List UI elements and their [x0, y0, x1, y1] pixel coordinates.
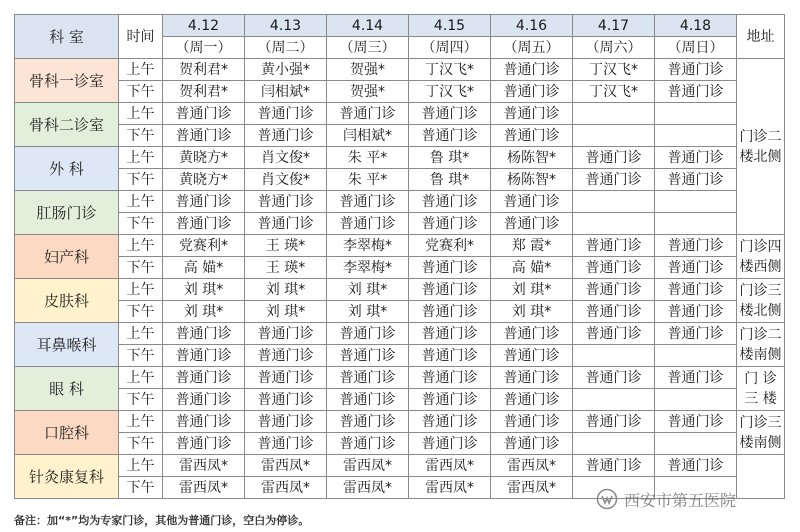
- weekday-header: （周二）: [245, 37, 327, 59]
- schedule-cell: 高 媌*: [491, 257, 573, 279]
- schedule-cell: 朱 平*: [327, 147, 409, 169]
- schedule-cell: 普通门诊: [163, 323, 245, 345]
- schedule-cell: 普通门诊: [245, 345, 327, 367]
- schedule-cell: 丁汉飞*: [573, 59, 655, 81]
- schedule-cell: 普通门诊: [163, 103, 245, 125]
- schedule-cell: 普通门诊: [327, 411, 409, 433]
- schedule-cell: 刘 琪*: [491, 279, 573, 301]
- schedule-cell: 黄晓方*: [163, 169, 245, 191]
- time-slot: 上午: [119, 103, 163, 125]
- schedule-cell: 普通门诊: [409, 389, 491, 411]
- schedule-cell: 普通门诊: [573, 367, 655, 389]
- schedule-cell: 丁汉飞*: [409, 81, 491, 103]
- schedule-cell: 普通门诊: [409, 301, 491, 323]
- schedule-cell: [655, 433, 737, 455]
- schedule-cell: 丁汉飞*: [409, 59, 491, 81]
- schedule-cell: 普通门诊: [491, 81, 573, 103]
- time-slot: 上午: [119, 411, 163, 433]
- time-slot: 下午: [119, 477, 163, 499]
- time-slot: 下午: [119, 213, 163, 235]
- schedule-cell: 普通门诊: [163, 125, 245, 147]
- address-line: 楼南侧: [739, 434, 782, 451]
- schedule-cell: 普通门诊: [245, 411, 327, 433]
- table-row: [15, 411, 785, 433]
- schedule-cell: [573, 213, 655, 235]
- time-slot: 下午: [119, 301, 163, 323]
- date-header: 4.15: [409, 15, 491, 37]
- schedule-cell: 鲁 琪*: [409, 147, 491, 169]
- table-row: [15, 191, 785, 213]
- schedule-cell: 普通门诊: [409, 345, 491, 367]
- time-slot: 上午: [119, 367, 163, 389]
- date-header: 4.18: [655, 15, 737, 37]
- weekday-header: （周一）: [163, 37, 245, 59]
- dept-name: 口腔科: [15, 411, 119, 455]
- address-cell: [737, 59, 785, 235]
- schedule-cell: 鲁 琪*: [409, 169, 491, 191]
- time-slot: 上午: [119, 455, 163, 477]
- table-row: [15, 235, 785, 257]
- time-slot: 上午: [119, 323, 163, 345]
- table-row: [15, 125, 785, 147]
- schedule-cell: 普通门诊: [491, 411, 573, 433]
- address-cell: [737, 411, 785, 455]
- weekday-header: （周六）: [573, 37, 655, 59]
- schedule-cell: 雷西凤*: [491, 477, 573, 499]
- table-row: [15, 301, 785, 323]
- dept-name: 骨科二诊室: [15, 103, 119, 147]
- schedule-cell: 普通门诊: [655, 323, 737, 345]
- address-header: 地址: [737, 15, 785, 59]
- time-slot: 下午: [119, 345, 163, 367]
- time-slot: 上午: [119, 147, 163, 169]
- dept-name: 耳鼻喉科: [15, 323, 119, 367]
- schedule-cell: 郑 霞*: [491, 235, 573, 257]
- schedule-table: [14, 14, 785, 499]
- schedule-cell: 普通门诊: [491, 125, 573, 147]
- address-line: 门诊四: [739, 238, 782, 255]
- schedule-cell: [573, 191, 655, 213]
- schedule-cell: 普通门诊: [409, 191, 491, 213]
- schedule-cell: 雷西凤*: [491, 455, 573, 477]
- schedule-cell: 黄小强*: [245, 59, 327, 81]
- schedule-cell: 普通门诊: [655, 235, 737, 257]
- dept-name: 外 科: [15, 147, 119, 191]
- table-row: [15, 257, 785, 279]
- schedule-cell: 普通门诊: [491, 59, 573, 81]
- table-row: [15, 455, 785, 477]
- weekday-header: （周四）: [409, 37, 491, 59]
- time-slot: 下午: [119, 433, 163, 455]
- schedule-cell: 普通门诊: [491, 389, 573, 411]
- schedule-cell: 雷西凤*: [327, 455, 409, 477]
- date-header: 4.17: [573, 15, 655, 37]
- schedule-cell: 普通门诊: [409, 367, 491, 389]
- schedule-cell: 杨陈智*: [491, 169, 573, 191]
- time-slot: 上午: [119, 279, 163, 301]
- schedule-cell: 普通门诊: [655, 147, 737, 169]
- table-row: [15, 213, 785, 235]
- schedule-cell: [573, 433, 655, 455]
- schedule-cell: 肖文俊*: [245, 169, 327, 191]
- time-slot: 下午: [119, 169, 163, 191]
- dept-name: 眼 科: [15, 367, 119, 411]
- schedule-cell: 普通门诊: [655, 301, 737, 323]
- schedule-cell: 党赛利*: [409, 235, 491, 257]
- address-line: 门诊二: [739, 128, 782, 145]
- address-cell: [737, 323, 785, 367]
- address-line: 楼北侧: [739, 148, 782, 165]
- time-slot: 上午: [119, 59, 163, 81]
- table-row: [15, 169, 785, 191]
- watermark: [596, 485, 792, 513]
- schedule-cell: 普通门诊: [163, 389, 245, 411]
- schedule-cell: 王 瑛*: [245, 235, 327, 257]
- schedule-cell: 普通门诊: [245, 191, 327, 213]
- schedule-cell: 普通门诊: [327, 433, 409, 455]
- dept-name: 妇产科: [15, 235, 119, 279]
- dept-name: 针灸康复科: [15, 455, 119, 499]
- schedule-cell: 贺强*: [327, 59, 409, 81]
- schedule-cell: 普通门诊: [573, 301, 655, 323]
- schedule-cell: [655, 213, 737, 235]
- schedule-cell: 普通门诊: [573, 411, 655, 433]
- schedule-cell: 普通门诊: [491, 433, 573, 455]
- schedule-cell: 普通门诊: [409, 411, 491, 433]
- schedule-cell: 黄晓方*: [163, 147, 245, 169]
- schedule-cell: 普通门诊: [573, 169, 655, 191]
- schedule-cell: 普通门诊: [163, 411, 245, 433]
- table-row: [15, 103, 785, 125]
- schedule-cell: 普通门诊: [655, 59, 737, 81]
- schedule-cell: 普通门诊: [245, 125, 327, 147]
- date-header: 4.12: [163, 15, 245, 37]
- table-row: [15, 389, 785, 411]
- schedule-cell: 雷西凤*: [409, 455, 491, 477]
- schedule-cell: [655, 345, 737, 367]
- time-slot: 下午: [119, 257, 163, 279]
- table-row: [15, 433, 785, 455]
- date-header: 4.16: [491, 15, 573, 37]
- schedule-cell: 普通门诊: [491, 213, 573, 235]
- schedule-cell: 普通门诊: [573, 279, 655, 301]
- schedule-cell: [573, 389, 655, 411]
- time-header: 时间: [119, 15, 163, 59]
- schedule-cell: 普通门诊: [491, 191, 573, 213]
- address-cell: [737, 279, 785, 323]
- date-header: 4.13: [245, 15, 327, 37]
- schedule-cell: 普通门诊: [327, 345, 409, 367]
- schedule-cell: 普通门诊: [327, 389, 409, 411]
- schedule-cell: 普通门诊: [245, 103, 327, 125]
- address-line: 楼南侧: [739, 346, 782, 363]
- schedule-cell: 普通门诊: [573, 147, 655, 169]
- schedule-cell: 普通门诊: [163, 191, 245, 213]
- schedule-cell: 普通门诊: [163, 433, 245, 455]
- schedule-cell: 普通门诊: [655, 279, 737, 301]
- time-slot: 上午: [119, 191, 163, 213]
- schedule-cell: 普通门诊: [245, 367, 327, 389]
- schedule-cell: 普通门诊: [409, 125, 491, 147]
- schedule-cell: 李翠梅*: [327, 257, 409, 279]
- address-cell: [737, 235, 785, 279]
- schedule-cell: 雷西凤*: [163, 455, 245, 477]
- schedule-cell: 刘 琪*: [245, 301, 327, 323]
- date-header: 4.14: [327, 15, 409, 37]
- schedule-cell: [655, 389, 737, 411]
- schedule-cell: 刘 琪*: [163, 301, 245, 323]
- schedule-cell: 普通门诊: [327, 367, 409, 389]
- schedule-cell: 普通门诊: [655, 367, 737, 389]
- schedule-cell: [655, 125, 737, 147]
- schedule-cell: 普通门诊: [409, 103, 491, 125]
- schedule-cell: 丁汉飞*: [573, 81, 655, 103]
- schedule-cell: 刘 琪*: [327, 279, 409, 301]
- schedule-cell: 普通门诊: [573, 257, 655, 279]
- schedule-cell: 普通门诊: [245, 213, 327, 235]
- address-line: 门诊三: [739, 414, 782, 431]
- schedule-cell: [655, 191, 737, 213]
- time-slot: 下午: [119, 81, 163, 103]
- watermark-text: 西安市第五医院: [624, 490, 737, 510]
- schedule-cell: 普通门诊: [327, 323, 409, 345]
- schedule-cell: 雷西凤*: [163, 477, 245, 499]
- table-row: [15, 323, 785, 345]
- schedule-cell: 雷西凤*: [409, 477, 491, 499]
- schedule-cell: 普通门诊: [409, 433, 491, 455]
- schedule-cell: [573, 125, 655, 147]
- schedule-cell: 普通门诊: [409, 279, 491, 301]
- schedule-cell: 普通门诊: [327, 103, 409, 125]
- address-line: 门诊二: [739, 326, 782, 343]
- schedule-cell: 普通门诊: [163, 213, 245, 235]
- schedule-cell: 杨陈智*: [491, 147, 573, 169]
- table-row: [15, 81, 785, 103]
- table-row: [15, 345, 785, 367]
- schedule-cell: 闫相斌*: [327, 125, 409, 147]
- address-cell: [737, 367, 785, 411]
- schedule-cell: 普通门诊: [655, 81, 737, 103]
- schedule-cell: 雷西凤*: [327, 477, 409, 499]
- weekday-header: （周日）: [655, 37, 737, 59]
- time-slot: 下午: [119, 389, 163, 411]
- schedule-cell: 普通门诊: [163, 345, 245, 367]
- schedule-cell: 普通门诊: [655, 411, 737, 433]
- schedule-cell: 刘 琪*: [245, 279, 327, 301]
- schedule-cell: 普通门诊: [245, 323, 327, 345]
- schedule-cell: 普通门诊: [327, 191, 409, 213]
- schedule-cell: [573, 345, 655, 367]
- schedule-cell: 雷西凤*: [245, 477, 327, 499]
- schedule-cell: 普通门诊: [245, 433, 327, 455]
- schedule-cell: 普通门诊: [491, 103, 573, 125]
- dept-name: 皮肤科: [15, 279, 119, 323]
- schedule-cell: 高 媌*: [163, 257, 245, 279]
- schedule-cell: 党赛利*: [163, 235, 245, 257]
- time-slot: 上午: [119, 235, 163, 257]
- schedule-cell: 普通门诊: [409, 257, 491, 279]
- schedule-cell: 闫相斌*: [245, 81, 327, 103]
- schedule-cell: 刘 琪*: [327, 301, 409, 323]
- schedule-cell: 普通门诊: [327, 213, 409, 235]
- time-slot: 下午: [119, 125, 163, 147]
- table-row: [15, 59, 785, 81]
- address-line: 三 楼: [744, 390, 777, 407]
- dept-header: 科 室: [15, 15, 119, 59]
- schedule-cell: 普通门诊: [491, 345, 573, 367]
- wechat-channel-icon: [596, 488, 618, 510]
- schedule-cell: 刘 琪*: [163, 279, 245, 301]
- schedule-cell: 雷西凤*: [245, 455, 327, 477]
- address-line: 楼北侧: [739, 302, 782, 319]
- schedule-cell: 普通门诊: [655, 257, 737, 279]
- schedule-cell: 贺强*: [327, 81, 409, 103]
- schedule-cell: 贺利君*: [163, 59, 245, 81]
- schedule-cell: 普通门诊: [655, 455, 737, 477]
- schedule-cell: [655, 103, 737, 125]
- weekday-header: （周三）: [327, 37, 409, 59]
- schedule-cell: 贺利君*: [163, 81, 245, 103]
- footnote: 备注：加“*”均为专家门诊，其他为普通门诊，空白为停诊。: [14, 514, 310, 527]
- schedule-cell: 李翠梅*: [327, 235, 409, 257]
- weekday-header: （周五）: [491, 37, 573, 59]
- table-row: [15, 147, 785, 169]
- dept-name: 肛肠门诊: [15, 191, 119, 235]
- schedule-cell: 普通门诊: [163, 367, 245, 389]
- schedule-cell: 普通门诊: [245, 389, 327, 411]
- table-row: [15, 279, 785, 301]
- table-row: [15, 367, 785, 389]
- schedule-cell: 普通门诊: [655, 169, 737, 191]
- schedule-cell: 王 瑛*: [245, 257, 327, 279]
- schedule-cell: 朱 平*: [327, 169, 409, 191]
- schedule-cell: 普通门诊: [573, 455, 655, 477]
- schedule-cell: [573, 103, 655, 125]
- schedule-cell: 普通门诊: [573, 323, 655, 345]
- schedule-cell: 肖文俊*: [245, 147, 327, 169]
- schedule-cell: 刘 琪*: [491, 301, 573, 323]
- schedule-cell: 普通门诊: [409, 323, 491, 345]
- schedule-cell: 普通门诊: [491, 323, 573, 345]
- dept-name: 骨科一诊室: [15, 59, 119, 103]
- address-line: 楼西侧: [739, 258, 782, 275]
- address-line: 门诊三: [739, 282, 782, 299]
- schedule-cell: 普通门诊: [573, 235, 655, 257]
- schedule-cell: 普通门诊: [491, 367, 573, 389]
- schedule-cell: 普通门诊: [409, 213, 491, 235]
- header-row-dates: [15, 15, 785, 37]
- address-line: 门 诊: [744, 370, 777, 387]
